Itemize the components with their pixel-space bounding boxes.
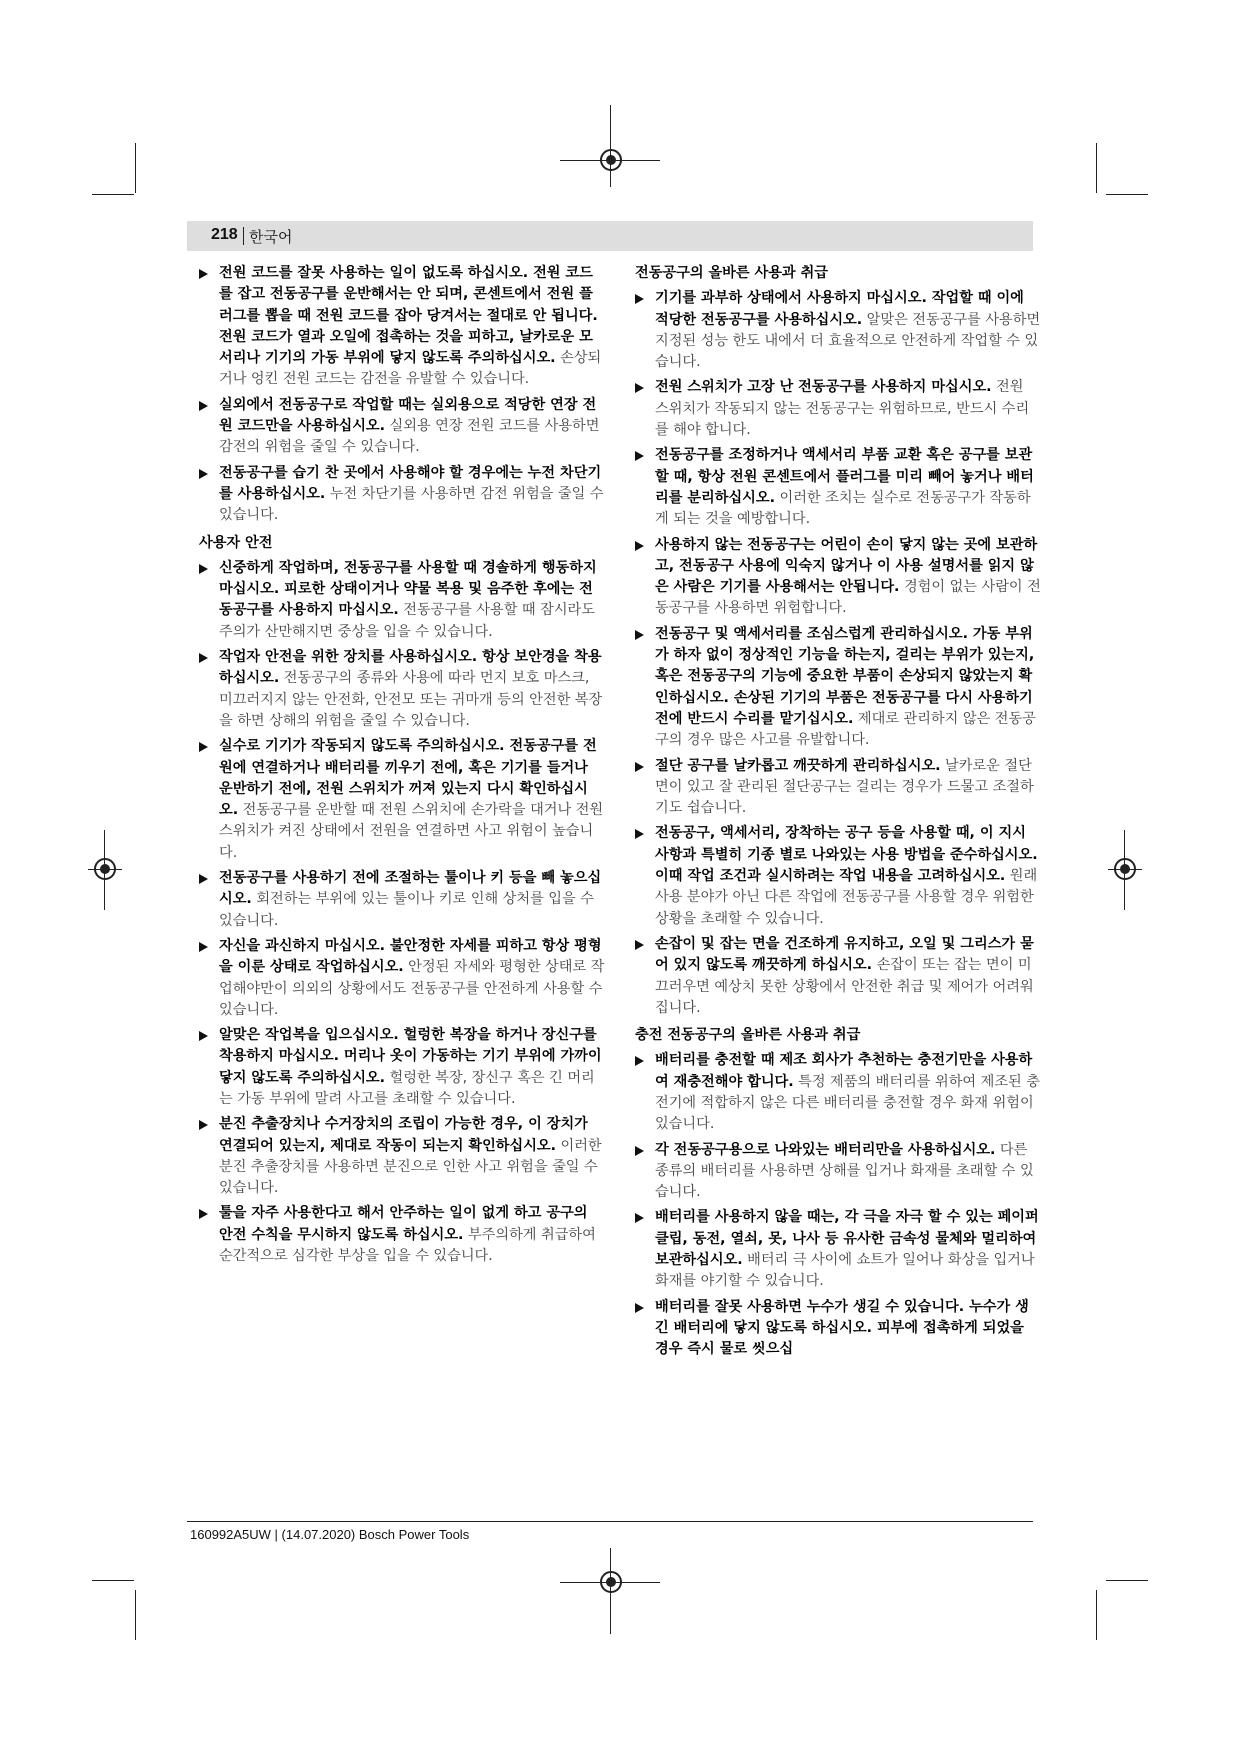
list-item <box>635 756 1041 820</box>
bullet-triangle-icon <box>199 742 208 752</box>
bullet-triangle-icon <box>635 294 644 304</box>
item-instruction: 전동공구를 조정하거나 액세서리 부품 교환 혹은 공구를 보관할 때, 항상 전원 콘센트에서 플러그를 미리 빼어 놓거나 배터리를 분리하십시오. <box>655 447 1034 506</box>
crop-mark <box>135 143 136 193</box>
list-item <box>635 624 1041 752</box>
list-item <box>635 445 1041 530</box>
item-explanation: 다른 종류의 배터리를 사용하면 상해를 입거나 화재를 초래할 수 있습니다. <box>655 1141 1034 1201</box>
crop-mark <box>135 1590 136 1640</box>
left-column <box>199 263 605 1271</box>
item-instruction: 알맞은 작업복을 입으십시오. 헐렁한 복장을 하거나 장신구를 착용하지 마십시오. 머리나 옷이 가동하는 기기 부위에 가까이 닿지 않도록 주의하십시오. <box>219 1027 602 1086</box>
list-item <box>199 647 605 732</box>
item-explanation: 원래 사용 분야가 아닌 다른 작업에 전동공구를 사용할 경우 위험한 상황을 초래할 수 있습니다. <box>655 868 1038 927</box>
bullet-triangle-icon <box>199 1209 208 1219</box>
crop-mark <box>92 194 134 195</box>
crop-mark <box>1106 194 1148 195</box>
bullet-triangle-icon <box>199 1031 208 1041</box>
left-item-list <box>199 263 605 527</box>
item-explanation: 제대로 관리하지 않은 전동공구의 경우 많은 사고를 유발합니다. <box>655 710 1036 749</box>
item-explanation: 실외용 연장 전원 코드를 사용하면 감전의 위험을 줄일 수 있습니다. <box>219 418 600 456</box>
item-explanation: 전동공구를 사용할 때 잠시라도 주의가 산만해지면 중상을 입을 수 있습니다. <box>219 602 595 640</box>
bullet-triangle-icon <box>199 874 208 884</box>
section-title-battery-tool-use: 충전 전동공구의 올바른 사용과 취급 <box>635 1027 861 1044</box>
footer-rule <box>187 1521 1033 1522</box>
list-item <box>635 823 1041 929</box>
list-item <box>199 558 605 643</box>
list-item <box>199 463 605 527</box>
registration-mark-icon <box>1114 858 1136 880</box>
item-explanation: 전동공구를 운반할 때 전원 스위치에 손가락을 대거나 전원 스위치가 켜진 상태에서 전원을 연결하면 사고 위험이 높습니다. <box>219 802 604 861</box>
bullet-triangle-icon <box>199 1120 208 1130</box>
item-instruction: 실수로 기기가 작동되지 않도록 주의하십시오. 전동공구를 전원에 연결하거나 배터리를 끼우기 전에, 혹은 기기를 들거나 운반하기 전에, 전원 스위치가 꺼져 있는지 다시 확인하십시오. <box>219 738 597 819</box>
item-explanation: 알맞은 전동공구를 사용하면 지정된 성능 한도 내에서 더 효율적으로 안전하게 작업할 수 있습니다. <box>655 311 1041 371</box>
bullet-triangle-icon <box>199 942 208 952</box>
item-instruction: 절단 공구를 날카롭고 깨끗하게 관리하십시오. <box>655 757 941 774</box>
item-explanation: 전원 스위치가 작동되지 않는 전동공구는 위험하므로, 반드시 수리를 해야 합니다. <box>655 379 1030 439</box>
list-item <box>635 377 1041 441</box>
crop-mark <box>92 1580 134 1581</box>
item-instruction: 툴을 자주 사용한다고 해서 안주하는 일이 없게 하고 공구의 안전 수칙을 무시하지 않도록 하십시오. <box>219 1205 588 1243</box>
list-item <box>199 936 605 1021</box>
item-instruction: 실외에서 전동공구로 작업할 때는 실외용으로 적당한 연장 전원 코드만을 사용하십시오. <box>219 396 597 435</box>
list-item <box>635 1297 1041 1361</box>
bullet-triangle-icon <box>635 451 644 461</box>
item-explanation: 안정된 자세와 평형한 상태로 작업해야만이 의외의 상황에서도 전동공구를 안전하게 사용할 수 있습니다. <box>219 959 605 1018</box>
item-explanation: 배터리 극 사이에 쇼트가 일어나 화상을 입거나 화재를 야기할 수 있습니다. <box>655 1252 1035 1290</box>
list-item <box>199 1203 605 1267</box>
section-title-user-safety: 사용자 안전 <box>199 534 273 551</box>
item-explanation: 특정 제품의 배터리를 위하여 제조된 충전기에 적합하지 않은 다른 배터리를 충전할 경우 화재 위험이 있습니다. <box>655 1073 1040 1133</box>
bullet-triangle-icon <box>635 762 644 772</box>
item-instruction: 전원 스위치가 고장 난 전동공구를 사용하지 마십시오. <box>655 379 992 396</box>
right-column <box>635 263 1041 1365</box>
item-instruction: 전동공구를 습기 찬 곳에서 사용해야 할 경우에는 누전 차단기를 사용하십시오. <box>219 464 602 502</box>
item-explanation: 손잡이 또는 잡는 면이 미끄러우면 예상치 못한 상황에서 안전한 취급 및 제어가 어려워집니다. <box>655 957 1034 1016</box>
item-instruction: 신중하게 작업하며, 전동공구를 사용할 때 경솔하게 행동하지 마십시오. 피로한 상태이거나 약물 복용 및 음주한 후에는 전동공구를 사용하지 마십시오. <box>219 559 597 619</box>
crop-mark <box>1096 143 1097 193</box>
item-instruction: 각 전동공구용으로 나와있는 배터리만을 사용하십시오. <box>655 1141 996 1158</box>
bullet-triangle-icon <box>635 383 644 393</box>
bullet-triangle-icon <box>199 469 208 479</box>
list-item <box>635 1050 1041 1135</box>
registration-mark-icon <box>94 858 116 880</box>
bullet-triangle-icon <box>199 269 208 279</box>
list-item <box>199 1025 605 1110</box>
item-instruction: 전동공구 및 액세서리를 조심스럽게 관리하십시오. 가동 부위가 하자 없이 정상적인 기능을 하는지, 걸리는 부위가 있는지, 혹은 전동공구의 기능에 중요한 부품이 손상되지 않았는지 확인하십시오. 손상된 기기의 부품은 전동공구를 다시 사용하기 전에 반드시 수리를 맡기십시오. <box>655 625 1035 727</box>
bullet-triangle-icon <box>635 1146 644 1156</box>
list-item <box>199 1114 605 1199</box>
bullet-triangle-icon <box>635 829 644 839</box>
item-explanation: 누전 차단기를 사용하면 감전 위험을 줄일 수 있습니다. <box>219 485 604 524</box>
item-instruction: 기기를 과부하 상태에서 사용하지 마십시오. 작업할 때 이에 적당한 전동공구를 사용하십시오. <box>655 290 1024 328</box>
crop-mark <box>610 105 611 187</box>
bullet-triangle-icon <box>635 1303 644 1313</box>
header-separator <box>243 227 244 245</box>
item-explanation: 헐렁한 복장, 장신구 혹은 긴 머리는 가동 부위에 말려 사고를 초래할 수 있습니다. <box>219 1069 595 1107</box>
bullet-triangle-icon <box>635 1056 644 1066</box>
item-instruction: 전동공구, 액세서리, 장착하는 공구 등을 사용할 때, 이 지시 사항과 특별히 기종 별로 나와있는 사용 방법을 준수하십시오. 이때 작업 조건과 실시하려는 작업 내용을 고려하십시오. <box>655 825 1038 885</box>
item-instruction: 배터리를 충전할 때 제조 회사가 추천하는 충전기만을 사용하여 재충전해야 합니다. <box>655 1052 1033 1090</box>
bullet-triangle-icon <box>199 564 208 574</box>
item-instruction: 손잡이 및 잡는 면을 건조하게 유지하고, 오일 및 그리스가 묻어 있지 않도록 깨끗하게 하십시오. <box>655 935 1034 974</box>
item-explanation: 회전하는 부위에 있는 툴이나 키로 인해 상처를 입을 수 있습니다. <box>219 891 594 929</box>
item-explanation: 이러한 분진 추출장치를 사용하면 분진으로 인한 사고 위험을 줄일 수 있습니다. <box>219 1137 602 1197</box>
bullet-triangle-icon <box>199 401 208 411</box>
list-item <box>199 263 605 391</box>
item-explanation: 손상되거나 엉킨 전원 코드는 감전을 유발할 수 있습니다. <box>219 350 602 388</box>
item-instruction: 작업자 안전을 위한 장치를 사용하십시오. 항상 보안경을 착용하십시오. <box>219 649 602 687</box>
list-item <box>199 868 605 932</box>
list-item <box>199 395 605 459</box>
list-item <box>635 535 1041 620</box>
item-instruction: 자신을 과신하지 마십시오. 불안정한 자세를 피하고 항상 평형을 이룬 상태로 작업하십시오. <box>219 937 602 976</box>
section-title-tool-use: 전동공구의 올바른 사용과 취급 <box>635 265 828 281</box>
item-explanation: 이러한 조치는 실수로 전동공구가 작동하게 되는 것을 예방합니다. <box>655 489 1031 528</box>
right-item-list-battery-tool-use <box>635 1050 1041 1360</box>
registration-mark-icon <box>600 149 622 171</box>
bullet-triangle-icon <box>635 541 644 551</box>
item-instruction: 전원 코드를 잘못 사용하는 일이 없도록 하십시오. 전원 코드를 잡고 전동공구를 운반해서는 안 되며, 콘센트에서 전원 플러그를 뽑을 때 전원 코드를 잡아 당겨서는 절대로 안 됩니다. 전원 코드가 열과 오일에 접촉하는 것을 피하고, 날카로운 모서리나 기기의 가동 부위에 닿지 않도록 주의하십시오. <box>219 265 598 367</box>
footer-text: 160992A5UW | (14.07.2020) Bosch Power Tools <box>190 1527 470 1542</box>
item-instruction: 배터리를 사용하지 않을 때는, 각 극을 자극 할 수 있는 페이퍼 클립, 동전, 열쇠, 못, 나사 등 유사한 금속성 물체와 멀리하여 보관하십시오. <box>655 1209 1039 1269</box>
language-label: 한국어 <box>249 228 293 246</box>
bullet-triangle-icon <box>199 653 208 663</box>
left-item-list-user-safety <box>199 558 605 1268</box>
page-number: 218 <box>211 226 238 243</box>
list-item <box>635 1207 1041 1292</box>
right-item-list-tool-use <box>635 288 1041 1019</box>
bullet-triangle-icon <box>635 940 644 950</box>
page-header <box>187 221 1033 251</box>
item-explanation: 부주의하게 취급하여 순간적으로 심각한 부상을 입을 수 있습니다. <box>219 1226 596 1265</box>
list-item <box>635 288 1041 373</box>
list-item <box>635 1140 1041 1204</box>
list-item <box>635 934 1041 1019</box>
item-instruction: 배터리를 잘못 사용하면 누수가 생길 수 있습니다. 누수가 생긴 배터리에 닿지 않도록 하십시오. 피부에 접촉하게 되었을 경우 즉시 물로 씻으십 <box>655 1298 1029 1358</box>
bullet-triangle-icon <box>635 630 644 640</box>
item-explanation: 날카로운 절단면이 있고 잘 관리된 절단공구는 걸리는 경우가 드물고 조절하기도 쉽습니다. <box>655 757 1034 817</box>
item-instruction: 전동공구를 사용하기 전에 조절하는 툴이나 키 등을 빼 놓으십시오. <box>219 870 602 908</box>
list-item <box>199 736 605 864</box>
crop-mark <box>1096 1590 1097 1640</box>
item-explanation: 전동공구의 종류와 사용에 따라 먼지 보호 마스크, 미끄러지지 않는 안전화, 안전모 또는 귀마개 등의 안전한 복장을 하면 상해의 위험을 줄일 수 있습니다. <box>219 670 603 729</box>
registration-mark-icon <box>600 1571 622 1593</box>
item-explanation: 경험이 없는 사람이 전동공구를 사용하면 위험합니다. <box>655 579 1041 617</box>
item-instruction: 분진 추출장치나 수거장치의 조립이 가능한 경우, 이 장치가 연결되어 있는지, 제대로 작동이 되는지 확인하십시오. <box>219 1116 588 1154</box>
crop-mark <box>1106 1580 1148 1581</box>
bullet-triangle-icon <box>635 1213 644 1223</box>
item-instruction: 사용하지 않는 전동공구는 어린이 손이 닿지 않는 곳에 보관하고, 전동공구 사용에 익숙지 않거나 이 사용 설명서를 읽지 않은 사람은 기기를 사용해서는 안됩니다. <box>655 536 1038 596</box>
